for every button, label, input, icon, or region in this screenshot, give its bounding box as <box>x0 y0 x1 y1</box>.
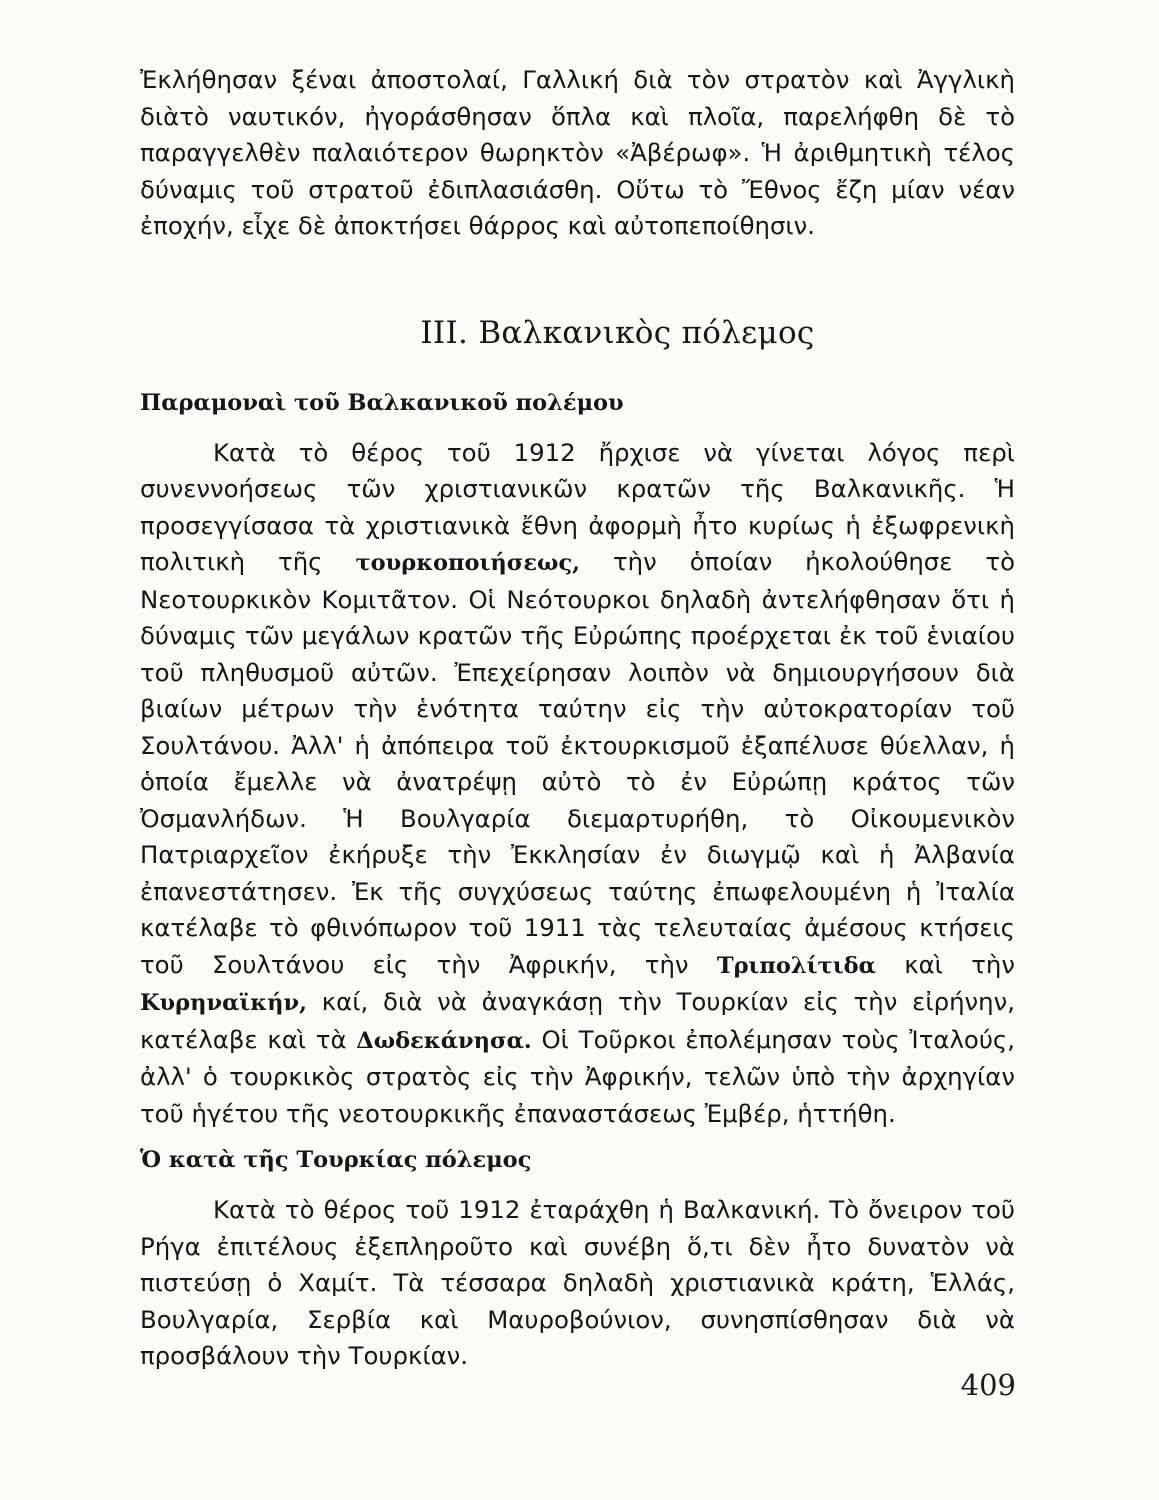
text-segment: Οἱ Τοῦρκοι ἐπολέμησαν τοὺς Ἰταλούς, ἀλλ' ὁ τουρκικὸς στρατὸς εἰς τὴν Ἀφρικήν, τελῶν ὑπὸ τὴν ἀρχηγίαν τοῦ ἡγέτου τῆς νεοτουρκικῆς ἐπαναστάσεως Ἐμβέρ, ἡττήθη. <box>140 1024 1015 1128</box>
page-body <box>140 62 1015 1375</box>
section-heading-balkan-eve: Παραμοναὶ τοῦ Βαλκανικοῦ πολέμου <box>140 389 624 416</box>
text-segment: τὴν ὁποίαν ἠκολούθησε τὸ Νεοτουρκικὸν Κομιτᾶτον. Οἱ Νεότουρκοι δηλαδὴ ἀντελήφθησαν ὅτι ἡ δύναμις τῶν μεγάλων κρατῶν τῆς Εὐρώπης προέρχεται ἐκ τοῦ ἑνιαίου τοῦ πληθυσμοῦ αὐτῶν. Ἐπεχείρησαν λοιπὸν νὰ δημιουργήσουν διὰ βιαίων μέτρων τὴν ἑνότητα ταύτην εἰς τὴν αὐτοκρατορίαν τοῦ Σουλτάνου. Ἀλλ' ἡ ἀπόπειρα τοῦ ἐκτουρκισμοῦ ἐξαπέλυσε θύελλαν, ἡ ὁποία ἔμελλε νὰ ἀνατρέψῃ αὐτὸ τὸ ἐν Εὐρώπῃ κράτος τῶν Ὀσμανλήδων. Ἡ Βουλγαρία διεμαρτυρήθη, τὸ Οἰκουμενικὸν Πατριαρχεῖον ἐκήρυξε τὴν Ἐκκλησίαν ἐν διωγμῷ καὶ ἡ Ἀλβανία ἐπανεστάτησεν. Ἐκ τῆς συγχύσεως ταύτης ἐπωφελουμένη ἡ Ἰταλία κατέλαβε τὸ φθινόπωρον τοῦ 1911 τὰς τελευταίας ἀμέσους κτήσεις τοῦ Σουλτάνου εἰς τὴν Ἀφρικήν, τὴν <box>140 547 1016 979</box>
bold-term-tripolitania: Τριπολίτιδα <box>716 952 876 979</box>
text-segment: καί, διὰ νὰ ἀναγκάσῃ τὴν Τουρκίαν εἰς τὴν εἰρήνην, κατέλαβε καὶ τὰ <box>140 987 1015 1054</box>
page-number: 409 <box>960 1368 1016 1402</box>
section-heading-war-against-turkey: Ὁ κατὰ τῆς Τουρκίας πόλεμος <box>140 1147 532 1173</box>
section2-paragraph: Κατὰ τὸ θέρος τοῦ 1912 ἐταράχθη ἡ Βαλκανική. Τὸ ὄνειρον τοῦ Ρήγα ἐπιτέλους ἐξεπληροῦτο καὶ συνέβη ὅ,τι δὲν ἦτο δυνατὸν νὰ πιστεύσῃ ὁ Χαμίτ. Τὰ τέσσαρα δηλαδὴ χριστιανικὰ κράτη, Ἑλλάς, Βουλγαρία, Σερβία καὶ Μαυροβούνιον, συνησπίσθησαν διὰ νὰ προσβάλουν τὴν Τουρκίαν. <box>140 1195 1015 1370</box>
section1-paragraph <box>140 435 1015 1133</box>
text-segment: καὶ τὴν <box>875 949 1015 979</box>
text-segment: Κατὰ τὸ θέρος τοῦ 1912 ἤρχισε νὰ γίνεται λόγος περὶ συνεννοήσεως τῶν χριστιανικῶν κρατῶν τῆς Βαλκανικῆς. Ἡ προσεγγίσασα τὰ χριστιανικὰ ἔθνη ἀφορμὴ ἦτο κυρίως ἡ ἐξωφρενικὴ πολιτικὴ τῆς <box>140 437 1015 576</box>
bold-term-dodecanese: Δωδεκάνησα. <box>356 1027 532 1054</box>
chapter-title: III. Βαλκανικὸς πόλεμος <box>420 314 815 351</box>
bold-term-cyrenaica: Κυρηναϊκήν, <box>140 990 307 1016</box>
intro-paragraph: Ἐκλήθησαν ξέναι ἀποστολαί, Γαλλική διὰ τὸν στρατὸν καὶ Ἀγγλικὴ διὰτὸ ναυτικόν, ἠγοράσθησαν ὅπλα καὶ πλοῖα, παρελήφθη δὲ τὸ παραγγελθὲν παλαιότερον θωρηκτὸν «Ἀβέρωφ». Ἡ ἀριθμητικὴ τέλος δύναμις τοῦ στρατοῦ ἐδιπλασιάσθη. Οὕτω τὸ Ἔθνος ἔζη μίαν νέαν ἐποχήν, εἶχε δὲ ἀποκτήσει θάρρος καὶ αὐτοπεποίθησιν. <box>140 65 1015 240</box>
bold-term-turkification: τουρκοποιήσεως, <box>355 550 581 576</box>
